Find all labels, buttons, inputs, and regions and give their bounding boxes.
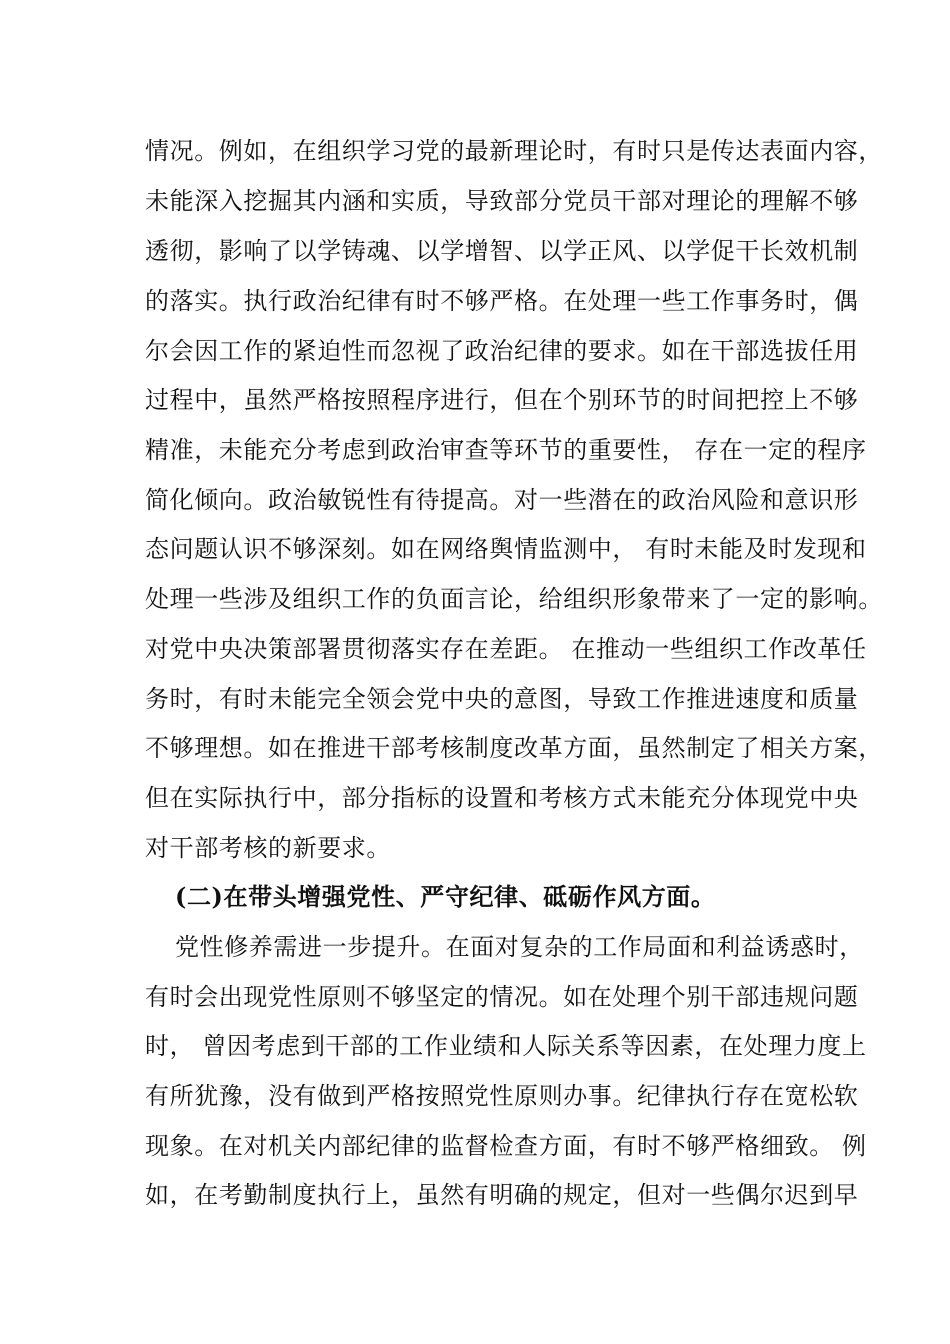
body-text-line: 透彻，影响了以学铸魂、以学增智、以学正风、以学促干长效机制 (145, 237, 859, 265)
body-text-line: 尔会因工作的紧迫性而忽视了政治纪律的要求。如在干部选拔任用 (145, 337, 859, 365)
body-text-line: 有时会出现党性原则不够坚定的情况。如在处理个别干部违规问题 (145, 983, 859, 1011)
body-text-line: 有所犹豫，没有做到严格按照党性原则办事。纪律执行存在宽松软 (145, 1082, 859, 1110)
body-text-line: 简化倾向。政治敏锐性有待提高。对一些潜在的政治风险和意识形 (145, 486, 859, 514)
body-text-line: 处理一些涉及组织工作的负面言论，给组织形象带来了一定的影响。 (145, 585, 883, 613)
body-text-line: 精准，未能充分考虑到政治审查等环节的重要性， 存在一定的程序 (145, 436, 867, 464)
section-heading: (二)在带头增强党性、严守纪律、砥砺作风方面。 (175, 882, 716, 911)
body-text-line: 党性修养需进一步提升。在面对复杂的工作局面和利益诱惑时， (175, 933, 864, 961)
body-text-line: 情况。例如，在组织学习党的最新理论时，有时只是传达表面内容， (145, 137, 883, 165)
body-text-line: 时， 曾因考虑到干部的工作业绩和人际关系等因素，在处理力度上 (145, 1032, 867, 1060)
body-text-line: 态问题认识不够深刻。如在网络舆情监测中， 有时未能及时发现和 (145, 535, 867, 563)
body-text-line: 未能深入挖掘其内涵和实质，导致部分党员干部对理论的理解不够 (145, 187, 859, 215)
body-text-line: 但在实际执行中，部分指标的设置和考核方式未能充分体现党中央 (145, 784, 859, 812)
body-text-line: 现象。在对机关内部纪律的监督检查方面，有时不够严格细致。 例 (145, 1132, 867, 1160)
body-text-line: 对干部考核的新要求。 (145, 834, 391, 862)
body-text-line: 过程中，虽然严格按照程序进行，但在个别环节的时间把控上不够 (145, 386, 859, 414)
body-text-line: 务时，有时未能完全领会党中央的意图，导致工作推进速度和质量 (145, 685, 859, 713)
body-text-line: 对党中央决策部署贯彻落实存在差距。 在推动一些组织工作改革任 (145, 635, 867, 663)
body-text-line: 的落实。执行政治纪律有时不够严格。在处理一些工作事务时，偶 (145, 287, 859, 315)
body-text-line: 不够理想。如在推进干部考核制度改革方面，虽然制定了相关方案， (145, 734, 883, 762)
body-text-line: 如，在考勤制度执行上，虽然有明确的规定，但对一些偶尔迟到早 (145, 1181, 859, 1209)
